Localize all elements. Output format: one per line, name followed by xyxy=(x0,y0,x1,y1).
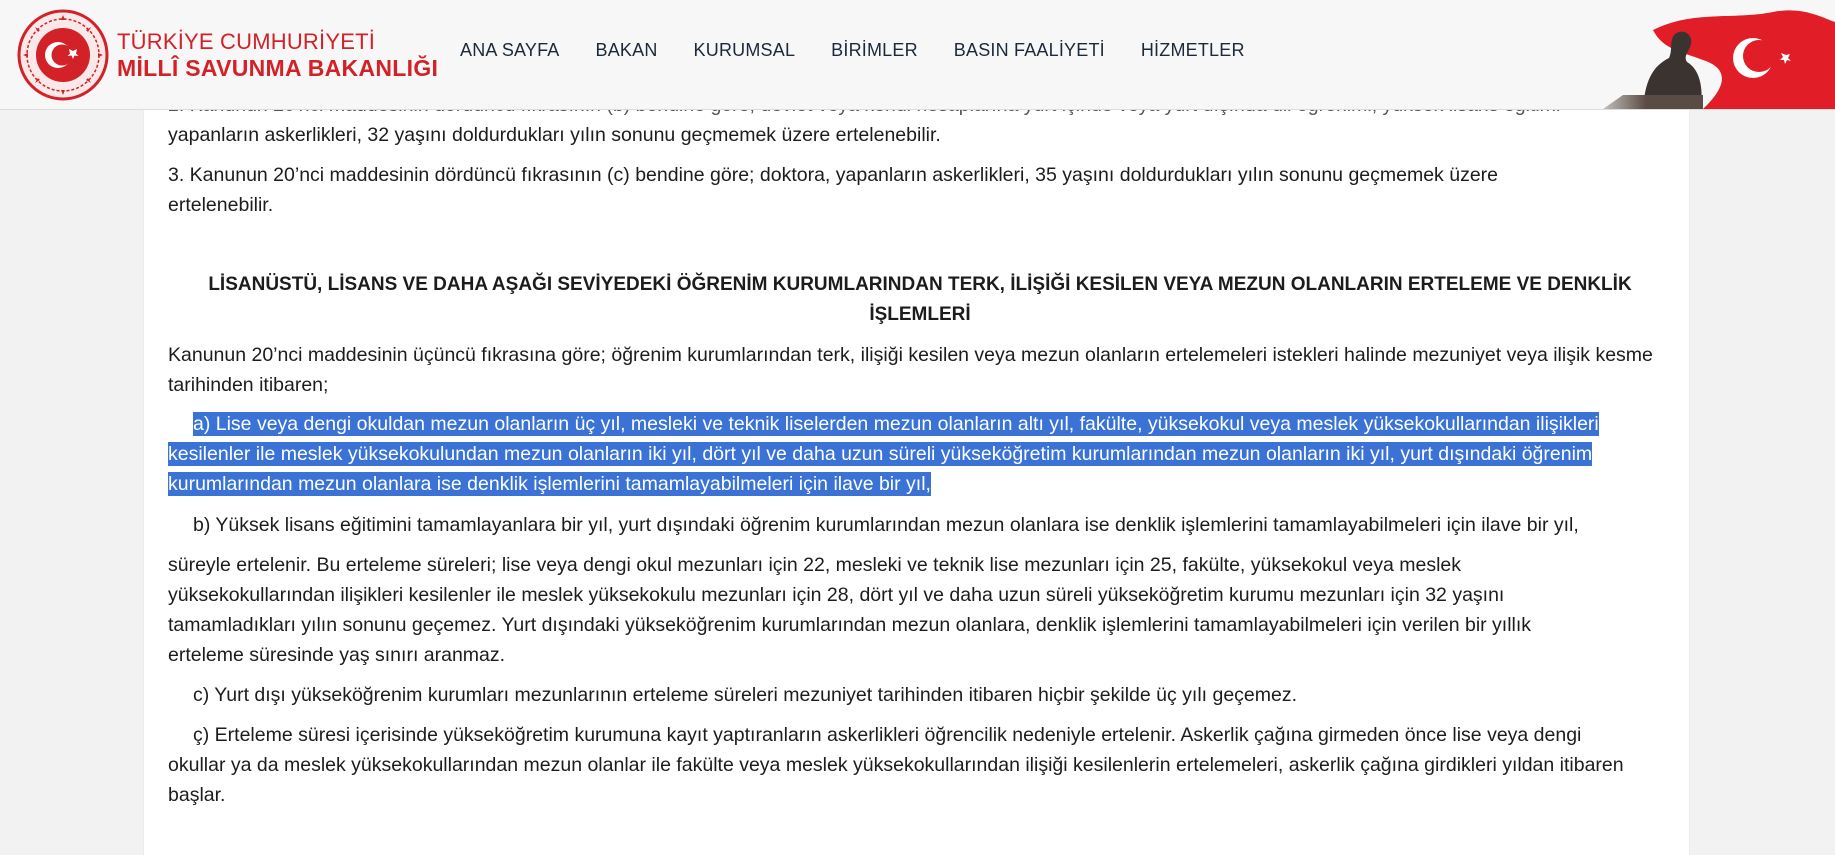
paragraph-3: 3. Kanunun 20’nci maddesinin dördüncü fıkrasının (c) bendine göre; doktora, yapanların askerlikleri, 35 yaşını doldurdukları yılın sonunu geçmemek üzere ertelenebilir. xyxy=(168,164,1499,216)
intro-paragraph: Kanunun 20’nci maddesinin üçüncü fıkrasına göre; öğrenim kurumlarından terk, ilişiği kesilen veya mezun olanların ertelemeleri istekleri halinde mezuniyet veya ilişik kesme tarihinden itibaren; xyxy=(168,344,1653,396)
item-b: b) Yüksek lisans eğitimini tamamlayanlara bir yıl, yurt dışındaki öğrenim kurumlarından mezun olanlara ise denklik işlemlerini tamamlayabilmeleri için ilave bir yıl, xyxy=(193,514,1579,536)
site-header xyxy=(0,0,1835,110)
item-a-text: a) Lise veya dengi okuldan mezun olanların üç yıl, mesleki ve teknik liselerden mezun olanların altı yıl, fakülte, yüksekokul veya meslek yüksekokullarından ilişikleri kesilenler ile meslek yüksekokulundan mezun olanların iki yıl, dört yıl ve daha uzun süreli yükseköğretim kurumlarından mezun olanların iki yıl, yurt dışındaki öğrenim kurumlarından mezun olanlara ise denklik işlemlerini tamamlayabilmeleri için ilave bir yıl, xyxy=(168,413,1599,495)
paragraph-2-continuation: yapanların askerlikleri, 32 yaşını doldurdukları yılın sonunu geçmemek üzere ertelenebilir. xyxy=(168,124,941,146)
brand-line-2: MİLLÎ SAVUNMA BAKANLIĞI xyxy=(117,55,439,81)
ministry-emblem-icon xyxy=(17,9,109,101)
ataturk-flag-banner-icon xyxy=(1583,0,1835,109)
main-nav xyxy=(460,40,1281,61)
nav-ana-sayfa[interactable]: ANA SAYFA xyxy=(460,40,560,60)
site-logo[interactable] xyxy=(17,9,438,101)
nav-birimler[interactable]: BİRİMLER xyxy=(831,40,918,60)
item-cc: ç) Erteleme süresi içerisinde yükseköğretim kurumuna kayıt yaptıranların askerlikleri öğrencilik nedeniyle ertelenir. Askerlik çağına girmeden önce lise veya dengi okullar ya da meslek yüksekokullarından mezun olanlar ile fakülte veya meslek yüksekokullarından ilişiği kesilenlerin ertelemeleri, askerlik çağına girdikleri yıldan itibaren başlar. xyxy=(168,724,1624,806)
brand-line-1: TÜRKİYE CUMHURİYETİ xyxy=(117,29,376,54)
nav-bakan[interactable]: BAKAN xyxy=(595,40,658,60)
duration-paragraph: süreyle ertelenir. Bu erteleme süreleri; lise veya dengi okul mezunları için 22, mesleki ve teknik lise mezunları için 25, fakülte, yüksekokul veya meslek yüksekokullarından ilişikleri kesilenler ile meslek yüksekokulu mezunları için 28, dört yıl ve daha uzun süreli yükseköğretim kurumu mezunları için 32 yaşını tamamladıkları yılın sonunu geçemez. Yurt dışındaki yükseköğrenim kurumlarından mezun olanlara, denklik işlemlerini tamamlayabilmeleri için verilen bir yıllık erteleme süresinde yaş sınırı aranmaz. xyxy=(168,554,1532,666)
nav-basin-faaliyeti[interactable]: BASIN FAALİYETİ xyxy=(953,40,1105,60)
section-heading: LİSANÜSTÜ, LİSANS VE DAHA AŞAĞI SEVİYEDEKİ ÖĞRENİM KURUMLARINDAN TERK, İLİŞİĞİ KESİLEN VEYA MEZUN OLANLARIN ERTELEME VE DENKLİK İŞLEMLERİ xyxy=(208,274,1632,325)
nav-kurumsal[interactable]: KURUMSAL xyxy=(693,40,796,60)
brand-text xyxy=(117,28,438,82)
item-a-selected[interactable] xyxy=(168,409,1663,499)
nav-hizmetler[interactable]: HİZMETLER xyxy=(1140,40,1245,60)
item-c: c) Yurt dışı yükseköğrenim kurumları mezunlarının erteleme süreleri mezuniyet tarihinden itibaren hiçbir şekilde üç yılı geçemez. xyxy=(193,684,1298,706)
